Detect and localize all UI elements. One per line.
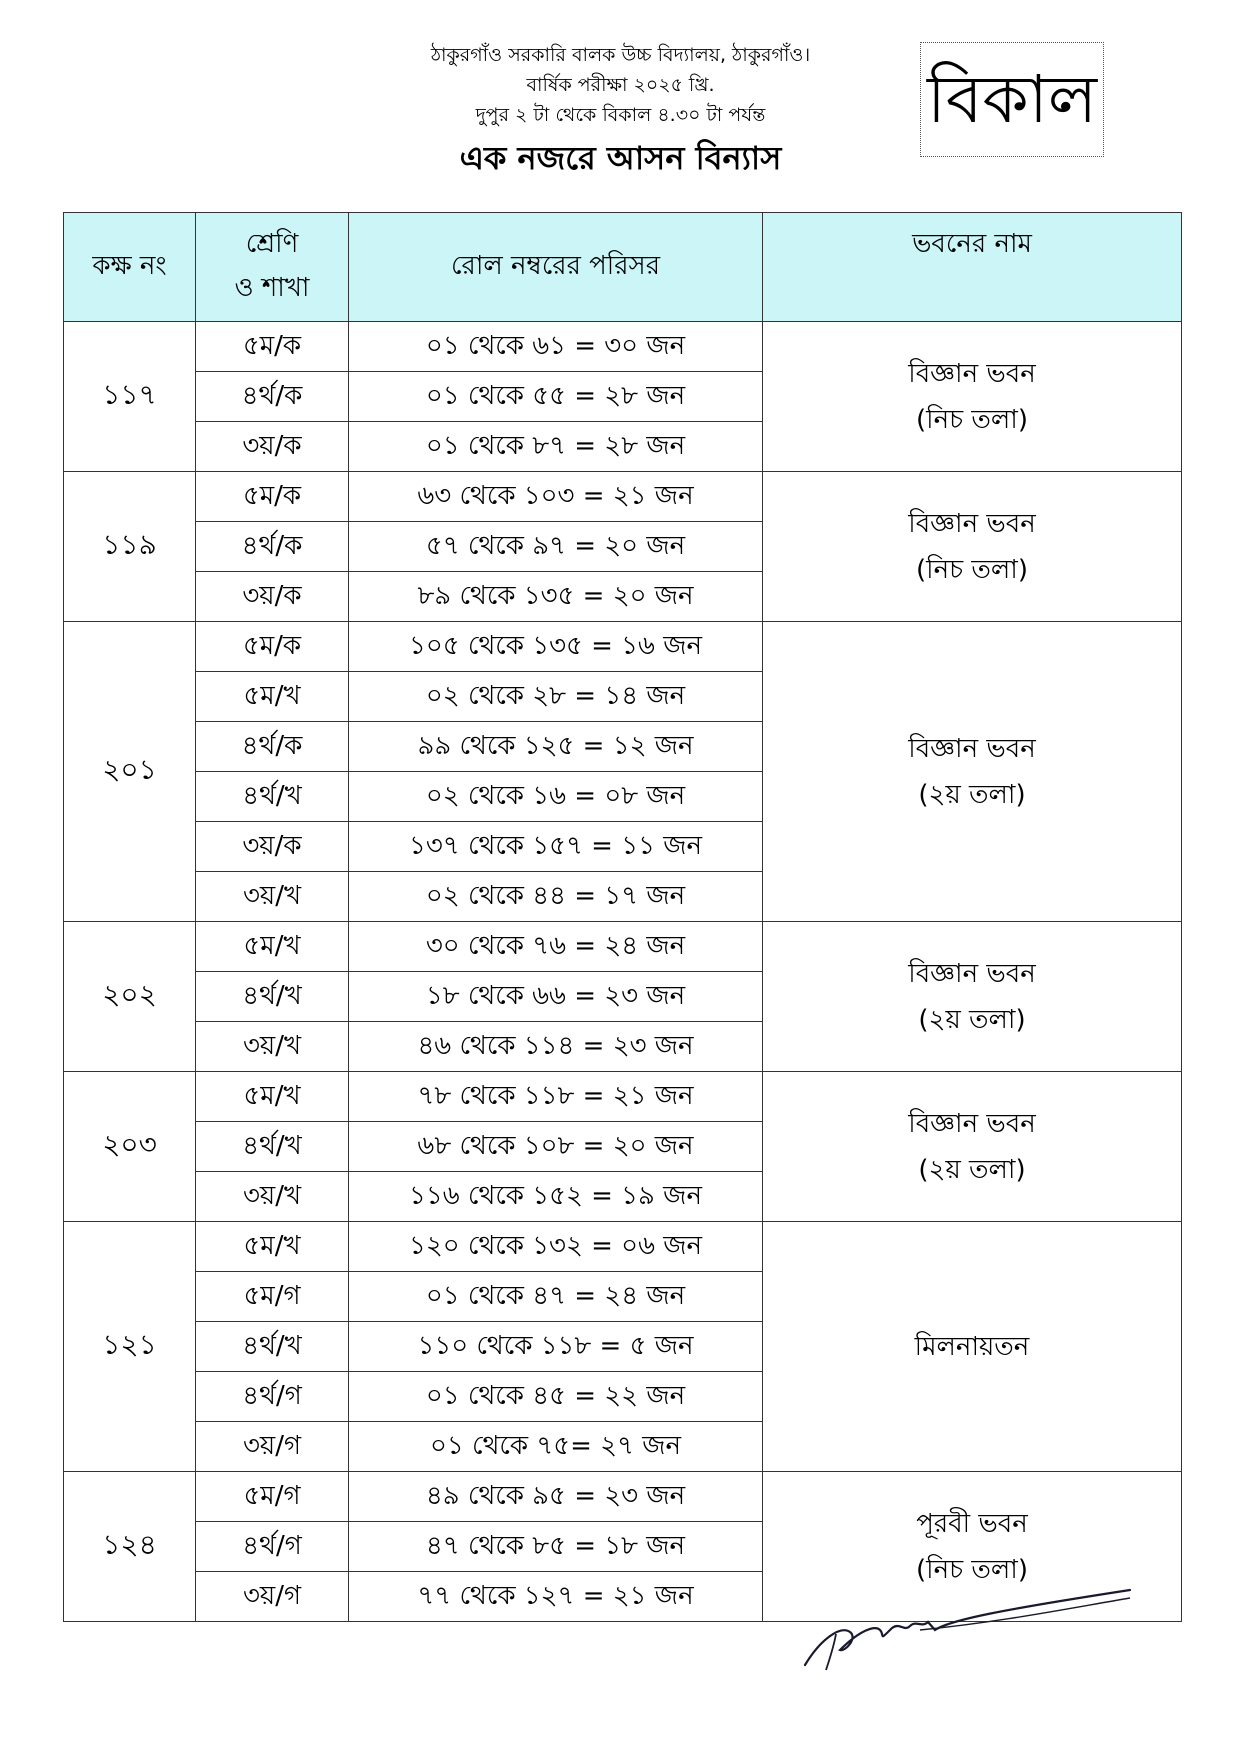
- class-section: ৩য়/খ: [196, 1022, 349, 1072]
- header-class-section: শ্রেণি ও শাখা: [196, 213, 349, 322]
- shift-label: বিকাল: [926, 60, 1098, 138]
- roll-range: ১১৬ থেকে ১৫২ = ১৯ জন: [349, 1172, 763, 1222]
- roll-range: ৫৭ থেকে ৯৭ = ২০ জন: [349, 522, 763, 572]
- roll-range: ০১ থেকে ৮৭ = ২৮ জন: [349, 422, 763, 472]
- signature-image: [800, 1570, 1140, 1680]
- class-section: ৩য়/ক: [196, 822, 349, 872]
- class-section: ৪র্থ/ক: [196, 372, 349, 422]
- header-roll-range: রোল নম্বরের পরিসর: [349, 213, 763, 322]
- class-section: ৫ম/খ: [196, 1072, 349, 1122]
- roll-range: ১১০ থেকে ১১৮ = ৫ জন: [349, 1322, 763, 1372]
- class-section: ৩য়/খ: [196, 872, 349, 922]
- roll-range: ৯৯ থেকে ১২৫ = ১২ জন: [349, 722, 763, 772]
- table-row: [64, 472, 1182, 522]
- class-section: ৩য়/গ: [196, 1422, 349, 1472]
- room-number: ১২১: [64, 1222, 196, 1472]
- building-floor: (২য় তলা): [918, 1154, 1026, 1185]
- shift-label-box: [920, 42, 1104, 157]
- table-row: [64, 1072, 1182, 1122]
- header-building: ভবনের নাম: [763, 213, 1182, 322]
- building-name: [763, 1222, 1182, 1472]
- seat-plan-table: [63, 212, 1182, 1622]
- roll-range: ১০৫ থেকে ১৩৫ = ১৬ জন: [349, 622, 763, 672]
- class-section: ৪র্থ/খ: [196, 972, 349, 1022]
- class-section: ৫ম/খ: [196, 1222, 349, 1272]
- roll-range: ৬৩ থেকে ১০৩ = ২১ জন: [349, 472, 763, 522]
- roll-range: ১২০ থেকে ১৩২ = ০৬ জন: [349, 1222, 763, 1272]
- room-number: ১১৭: [64, 322, 196, 472]
- class-section: ৩য়/গ: [196, 1572, 349, 1622]
- building-line: বিজ্ঞান ভবন: [908, 1108, 1036, 1139]
- table-header-row: [64, 213, 1182, 322]
- roll-range: ০১ থেকে ৪৫ = ২২ জন: [349, 1372, 763, 1422]
- room-number: ১১৯: [64, 472, 196, 622]
- roll-range: ৪৬ থেকে ১১৪ = ২৩ জন: [349, 1022, 763, 1072]
- room-number: ২০৩: [64, 1072, 196, 1222]
- roll-range: ০১ থেকে ৭৫= ২৭ জন: [349, 1422, 763, 1472]
- table-row: [64, 322, 1182, 372]
- roll-range: ৬৮ থেকে ১০৮ = ২০ জন: [349, 1122, 763, 1172]
- building-name: [763, 322, 1182, 472]
- exam-time: দুপুর ২ টা থেকে বিকাল ৪.৩০ টা পর্যন্ত: [475, 104, 766, 126]
- table-row: [64, 1222, 1182, 1272]
- roll-range: ৪৯ থেকে ৯৫ = ২৩ জন: [349, 1472, 763, 1522]
- header-room: কক্ষ নং: [64, 213, 196, 322]
- class-section: ৫ম/গ: [196, 1272, 349, 1322]
- building-floor: (নিচ তলা): [916, 554, 1028, 585]
- building-name: [763, 1072, 1182, 1222]
- building-line: পূরবী ভবন: [916, 1508, 1028, 1539]
- roll-range: ০২ থেকে ৪৪ = ১৭ জন: [349, 872, 763, 922]
- building-line: বিজ্ঞান ভবন: [908, 358, 1036, 389]
- roll-range: ০১ থেকে ৪৭ = ২৪ জন: [349, 1272, 763, 1322]
- roll-range: ৭৭ থেকে ১২৭ = ২১ জন: [349, 1572, 763, 1622]
- class-section: ৫ম/গ: [196, 1472, 349, 1522]
- seat-plan-body: [64, 322, 1182, 1622]
- class-section: ৪র্থ/খ: [196, 1122, 349, 1172]
- building-floor: (২য় তলা): [918, 1004, 1026, 1035]
- class-section: ৪র্থ/খ: [196, 772, 349, 822]
- exam-name: বার্ষিক পরীক্ষা ২০২৫ খ্রি.: [526, 74, 715, 96]
- roll-range: ১৮ থেকে ৬৬ = ২৩ জন: [349, 972, 763, 1022]
- class-section: ৪র্থ/খ: [196, 1322, 349, 1372]
- class-section: ৫ম/ক: [196, 472, 349, 522]
- roll-range: ৩০ থেকে ৭৬ = ২৪ জন: [349, 922, 763, 972]
- class-section: ৩য়/ক: [196, 572, 349, 622]
- roll-range: ৪৭ থেকে ৮৫ = ১৮ জন: [349, 1522, 763, 1572]
- building-name: [763, 622, 1182, 922]
- table-row: [64, 622, 1182, 672]
- class-section: ৫ম/খ: [196, 922, 349, 972]
- class-section: ৫ম/ক: [196, 622, 349, 672]
- class-section: ৪র্থ/ক: [196, 522, 349, 572]
- roll-range: ০২ থেকে ২৮ = ১৪ জন: [349, 672, 763, 722]
- class-section: ৩য়/খ: [196, 1172, 349, 1222]
- class-section: ৩য়/ক: [196, 422, 349, 472]
- table-row: [64, 922, 1182, 972]
- building-floor: (নিচ তলা): [916, 1554, 1028, 1585]
- room-number: ২০২: [64, 922, 196, 1072]
- building-line: বিজ্ঞান ভবন: [908, 733, 1036, 764]
- roll-range: ০১ থেকে ৫৫ = ২৮ জন: [349, 372, 763, 422]
- room-number: ২০১: [64, 622, 196, 922]
- roll-range: ৭৮ থেকে ১১৮ = ২১ জন: [349, 1072, 763, 1122]
- page-title: এক নজরে আসন বিন্যাস: [459, 139, 782, 177]
- building-line: মিলনায়তন: [914, 1331, 1030, 1362]
- class-section: ৫ম/ক: [196, 322, 349, 372]
- roll-range: ১৩৭ থেকে ১৫৭ = ১১ জন: [349, 822, 763, 872]
- class-section: ৫ম/খ: [196, 672, 349, 722]
- building-floor: (২য় তলা): [918, 779, 1026, 810]
- class-section: ৪র্থ/ক: [196, 722, 349, 772]
- building-name: [763, 922, 1182, 1072]
- roll-range: ০২ থেকে ১৬ = ০৮ জন: [349, 772, 763, 822]
- building-line: বিজ্ঞান ভবন: [908, 508, 1036, 539]
- class-section: ৪র্থ/গ: [196, 1372, 349, 1422]
- class-section: ৪র্থ/গ: [196, 1522, 349, 1572]
- roll-range: ৮৯ থেকে ১৩৫ = ২০ জন: [349, 572, 763, 622]
- room-number: ১২৪: [64, 1472, 196, 1622]
- building-line: বিজ্ঞান ভবন: [908, 958, 1036, 989]
- school-name: ঠাকুরগাঁও সরকারি বালক উচ্চ বিদ্যালয়, ঠাকুরগাঁও।: [430, 44, 811, 66]
- table-row: [64, 1472, 1182, 1522]
- roll-range: ০১ থেকে ৬১ = ৩০ জন: [349, 322, 763, 372]
- building-floor: (নিচ তলা): [916, 404, 1028, 435]
- building-name: [763, 472, 1182, 622]
